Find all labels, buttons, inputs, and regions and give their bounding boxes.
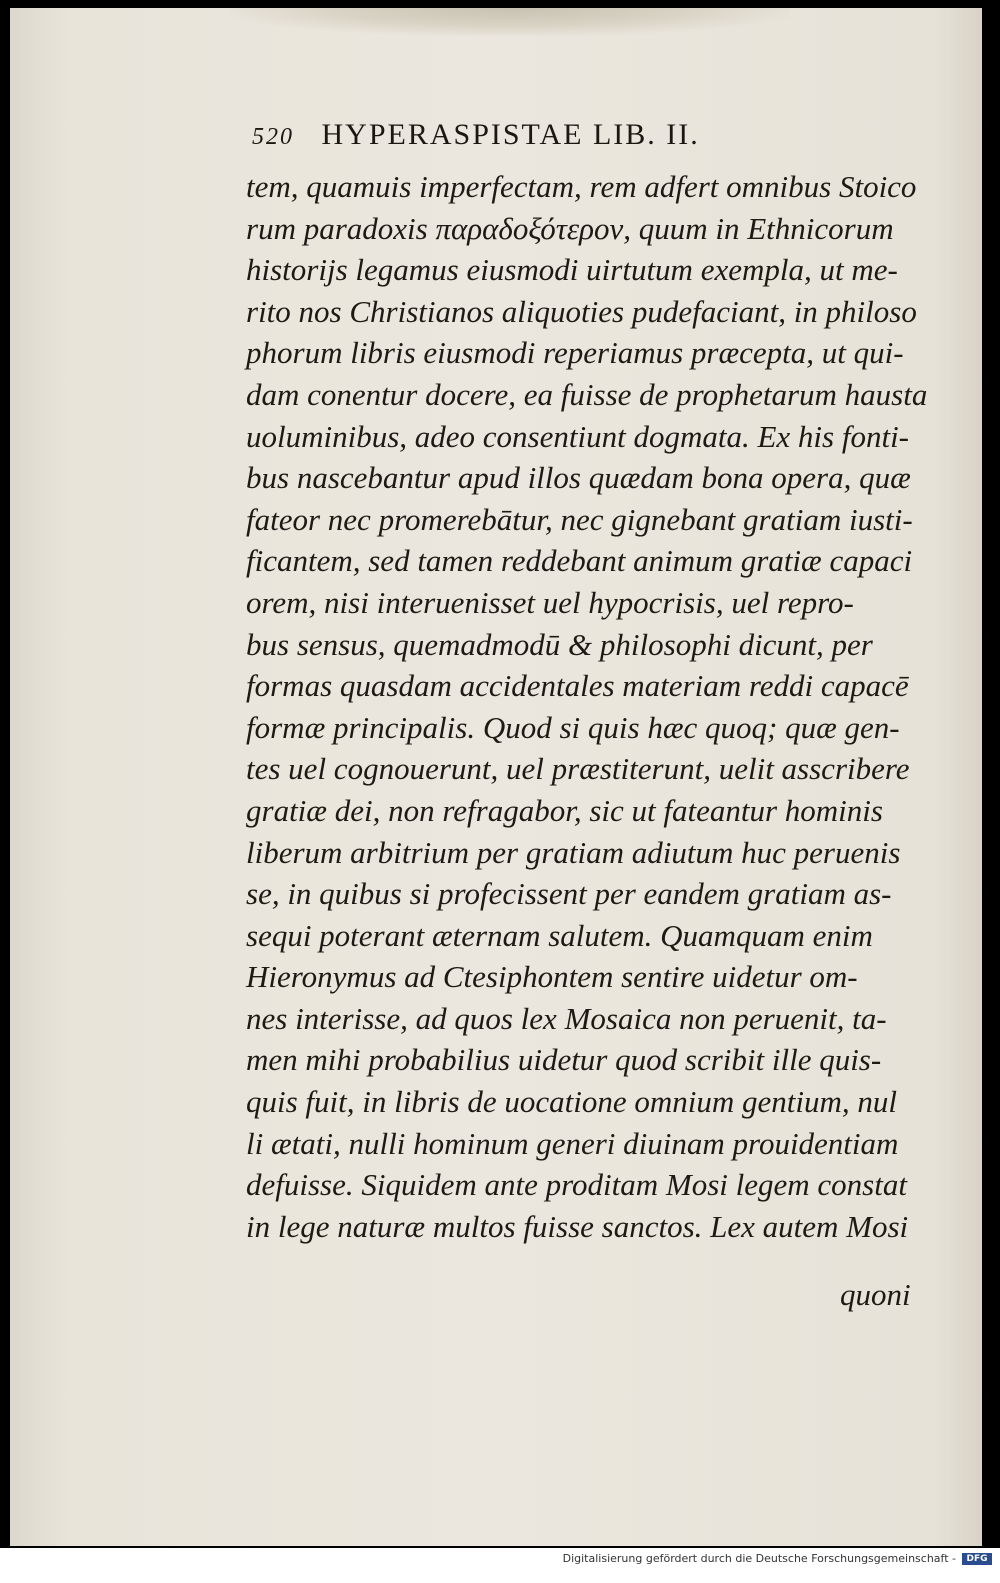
text-line: orem, nisi interuenisset uel hypocrisis, uel repro- [246, 584, 854, 620]
footer-credit: Digitalisierung gefördert durch die Deutsche Forschungsgemeinschaft - [562, 1552, 956, 1565]
dfg-logo-icon: DFG [962, 1553, 992, 1565]
text-line: tem, quamuis imperfectam, rem adfert omnibus Stoico [246, 169, 917, 204]
catchword: quoni [840, 1277, 911, 1312]
text-line: fateor nec promerebātur, nec gignebant gratiam iusti- [246, 501, 913, 537]
text-line: formas quasdam accidentales materiam reddi capacē [246, 668, 909, 704]
text-line: Hieronymus ad Ctesiphontem sentire uidetur om- [246, 959, 858, 995]
text-line: ficantem, sed tamen reddebant animum gratiæ capaci [246, 543, 913, 579]
text-line: historijs legamus eiusmodi uirtutum exempla, ut me- [246, 252, 898, 288]
text-line: quis fuit, in libris de uocatione omnium gentium, nul [246, 1084, 897, 1120]
text-line: rito nos Christianos aliquoties pudefaciant, in philoso [246, 293, 917, 329]
text-line: li ætati, nulli hominum generi diuinam prouidentiam [246, 1125, 899, 1161]
text-line: formæ principalis. Quod si quis hæc quoq; quæ gen- [246, 709, 900, 745]
text-line: uoluminibus, adeo consentiunt dogmata. Ex his fonti- [246, 418, 910, 454]
running-head-title: HYPERASPISTAE LIB. II. [321, 118, 700, 151]
text-line: nes interisse, ad quos lex Mosaica non peruenit, ta- [246, 1000, 887, 1036]
text-line: in lege naturæ multos fuisse sanctos. Lex autem Mosi [246, 1208, 909, 1244]
body-text [246, 166, 946, 1247]
paper-tear [230, 8, 790, 36]
page-number: 520 [252, 124, 294, 150]
text-line: se, in quibus si profecissent per eandem gratiam as- [246, 876, 892, 912]
text-line: sequi poterant æternam salutem. Quamquam enim [246, 917, 873, 953]
text-line: rum paradoxis παραδοξότερον, quum in Ethnicorum [246, 210, 894, 246]
text-line: bus sensus, quemadmodū & philosophi dicunt, per [246, 626, 873, 662]
text-line: dam conentur docere, ea fuisse de prophetarum hausta [246, 376, 928, 412]
running-head [252, 118, 892, 162]
text-line: gratiæ dei, non refragabor, sic ut fateantur hominis [246, 792, 883, 828]
text-line: phorum libris eiusmodi reperiamus præcepta, ut qui- [246, 335, 904, 371]
text-line: men mihi probabilius uidetur quod scribit ille quis- [246, 1042, 882, 1078]
text-line: tes uel cognouerunt, uel præstiterunt, uelit asscribere [246, 751, 910, 787]
text-line: liberum arbitrium per gratiam adiutum huc peruenis [246, 834, 901, 870]
text-line: defuisse. Siquidem ante proditam Mosi legem constat [246, 1167, 907, 1203]
text-line: bus nascebantur apud illos quædam bona opera, quæ [246, 460, 911, 496]
